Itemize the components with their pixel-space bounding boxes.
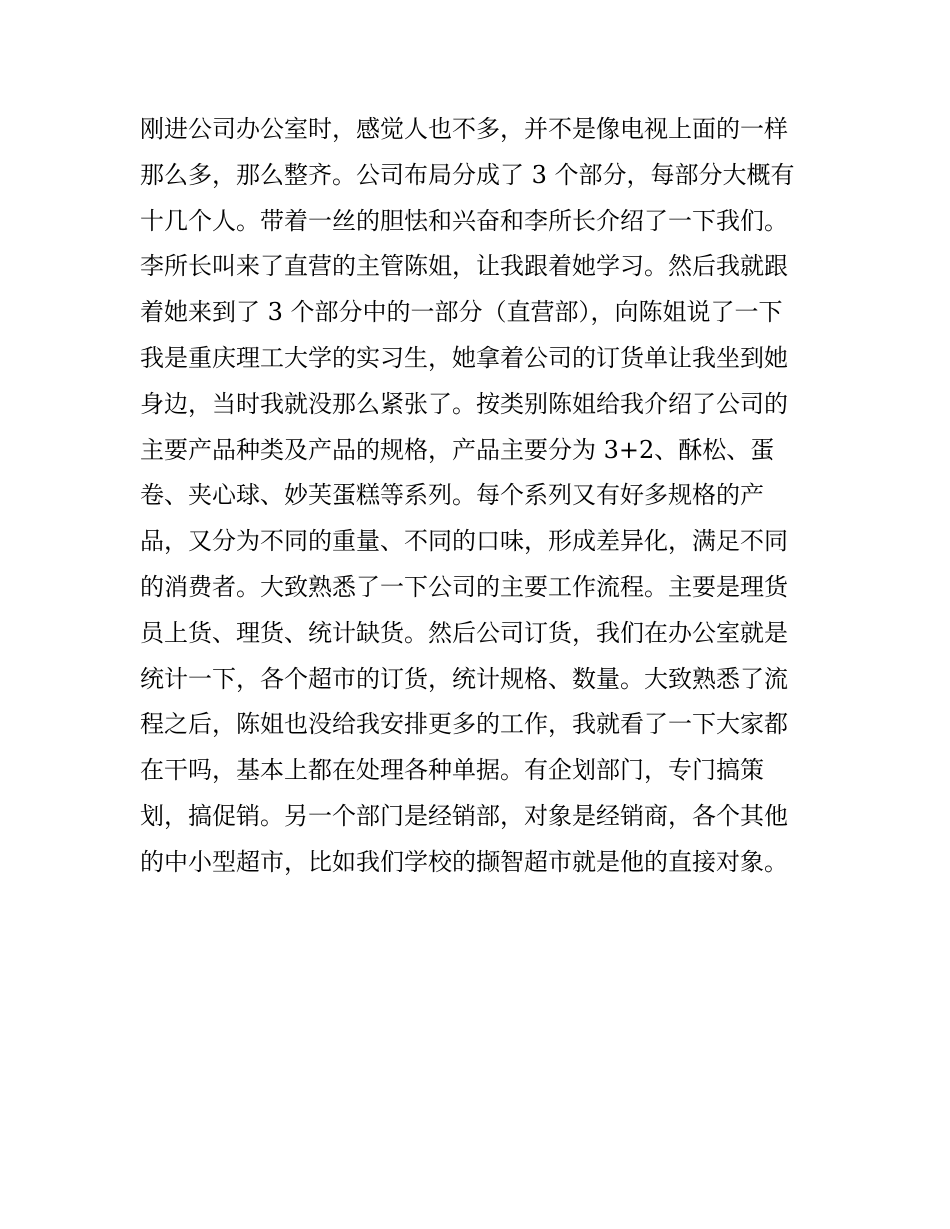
text-line: 程之后，陈姐也没给我安排更多的工作，我就看了一下大家都 bbox=[140, 710, 788, 739]
text-line: 主要产品种类及产品的规格，产品主要分为 3+2、酥松、蛋 bbox=[140, 435, 775, 464]
text-line: 的中小型超市，比如我们学校的撷智超市就是他的直接对象。 bbox=[140, 847, 788, 876]
text-line: 李所长叫来了直营的主管陈姐，让我跟着她学习。然后我就跟 bbox=[140, 252, 788, 281]
text-line: 十几个人。带着一丝的胆怯和兴奋和李所长介绍了一下我们。 bbox=[140, 206, 788, 235]
text-line: 品，又分为不同的重量、不同的口味，形成差异化，满足不同 bbox=[140, 527, 788, 556]
text-line: 统计一下，各个超市的订货，统计规格、数量。大致熟悉了流 bbox=[140, 664, 788, 693]
text-line: 在干吗，基本上都在处理各种单据。有企划部门，专门搞策 bbox=[140, 756, 764, 785]
text-line: 我是重庆理工大学的实习生，她拿着公司的订货单让我坐到她 bbox=[140, 343, 788, 372]
text-line: 刚进公司办公室时，感觉人也不多，并不是像电视上面的一样 bbox=[140, 115, 788, 143]
text-line: 员上货、理货、统计缺货。然后公司订货，我们在办公室就是 bbox=[140, 618, 788, 647]
body-paragraph bbox=[140, 107, 830, 886]
text-line: 身边，当时我就没那么紧张了。按类别陈姐给我介绍了公司的 bbox=[140, 389, 788, 418]
text-line: 卷、夹心球、妙芙蛋糕等系列。每个系列又有好多规格的产 bbox=[140, 481, 764, 510]
text-line: 那么多，那么整齐。公司布局分成了 3 个部分，每部分大概有 bbox=[140, 160, 795, 189]
text-line: 划，搞促销。另一个部门是经销部，对象是经销商，各个其他 bbox=[140, 801, 788, 830]
text-line: 的消费者。大致熟悉了一下公司的主要工作流程。主要是理货 bbox=[140, 572, 788, 601]
text-line: 着她来到了 3 个部分中的一部分（直营部），向陈姐说了一下 bbox=[140, 298, 783, 327]
